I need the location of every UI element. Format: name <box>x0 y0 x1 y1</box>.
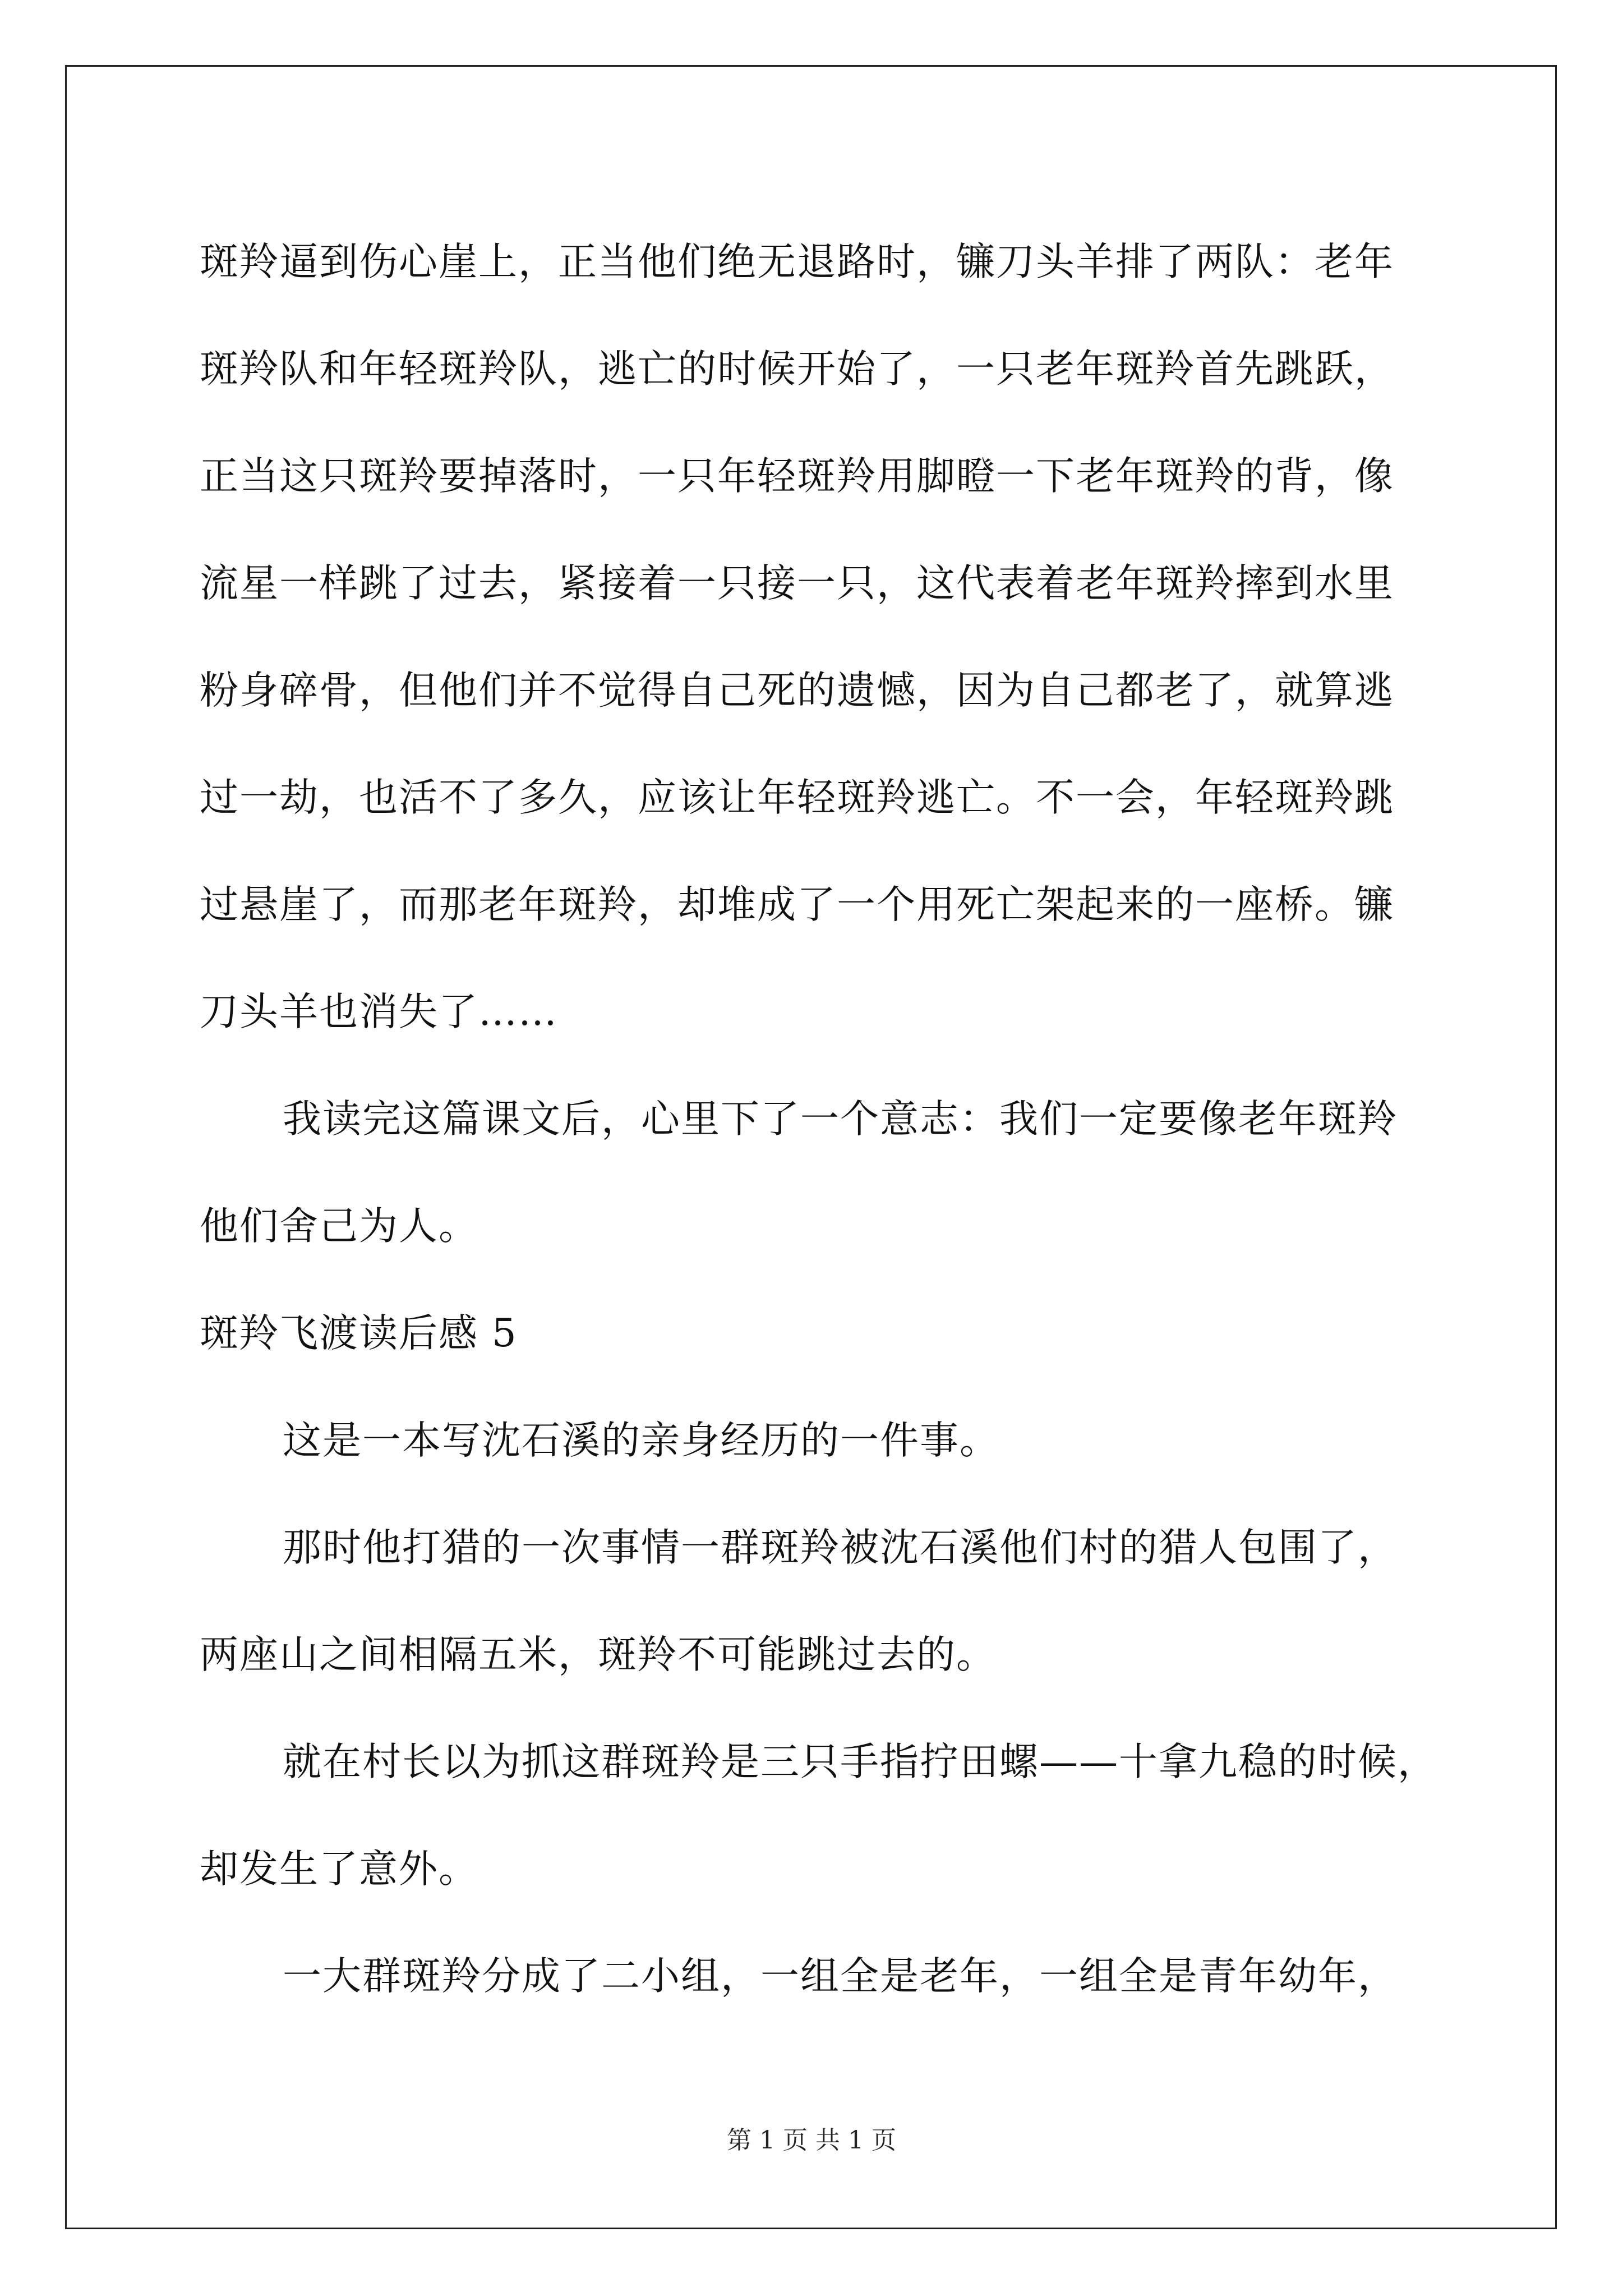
text-line: 却发生了意外。 <box>200 1847 478 1892</box>
text-line: 刀头羊也消失了…… <box>200 990 558 1034</box>
paragraph-start-line: 一大群斑羚分成了二小组，一组全是老年，一组全是青年幼年， <box>283 1954 1398 1999</box>
text-line: 他们舍己为人。 <box>200 1204 478 1249</box>
text-line: 斑羚逼到伤心崖上，正当他们绝无退路时，镰刀头羊排了两队：老年 <box>200 240 1394 284</box>
text-line: 过悬崖了，而那老年斑羚，却堆成了一个用死亡架起来的一座桥。镰 <box>200 882 1394 927</box>
text-line: 过一劫，也活不了多久，应该让年轻斑羚逃亡。不一会，年轻斑羚跳 <box>200 775 1394 820</box>
text-line: 粉身碎骨，但他们并不觉得自己死的遗憾，因为自己都老了，就算逃 <box>200 668 1394 713</box>
text-line: 流星一样跳了过去，紧接着一只接一只，这代表着老年斑羚摔到水里 <box>200 561 1394 606</box>
paragraph-start-line: 这是一本写沈石溪的亲身经历的一件事。 <box>283 1418 999 1463</box>
text-line: 正当这只斑羚要掉落时，一只年轻斑羚用脚瞪一下老年斑羚的背，像 <box>200 454 1394 499</box>
page-footer: 第 1 页 共 1 页 <box>727 2126 896 2155</box>
text-line: 斑羚队和年轻斑羚队，逃亡的时候开始了，一只老年斑羚首先跳跃， <box>200 347 1394 392</box>
text-line: 两座山之间相隔五米，斑羚不可能跳过去的。 <box>200 1632 996 1677</box>
document-body <box>200 209 1456 2030</box>
paragraph-start-line: 那时他打猎的一次事情一群斑羚被沈石溪他们村的猎人包围了， <box>283 1525 1398 1570</box>
paragraph-start-line: 我读完这篇课文后，心里下了一个意志：我们一定要像老年斑羚 <box>283 1097 1398 1142</box>
section-heading: 斑羚飞渡读后感 5 <box>200 1311 518 1356</box>
paragraph-start-line: 就在村长以为抓这群斑羚是三只手指拧田螺——十拿九稳的时候， <box>283 1740 1437 1784</box>
